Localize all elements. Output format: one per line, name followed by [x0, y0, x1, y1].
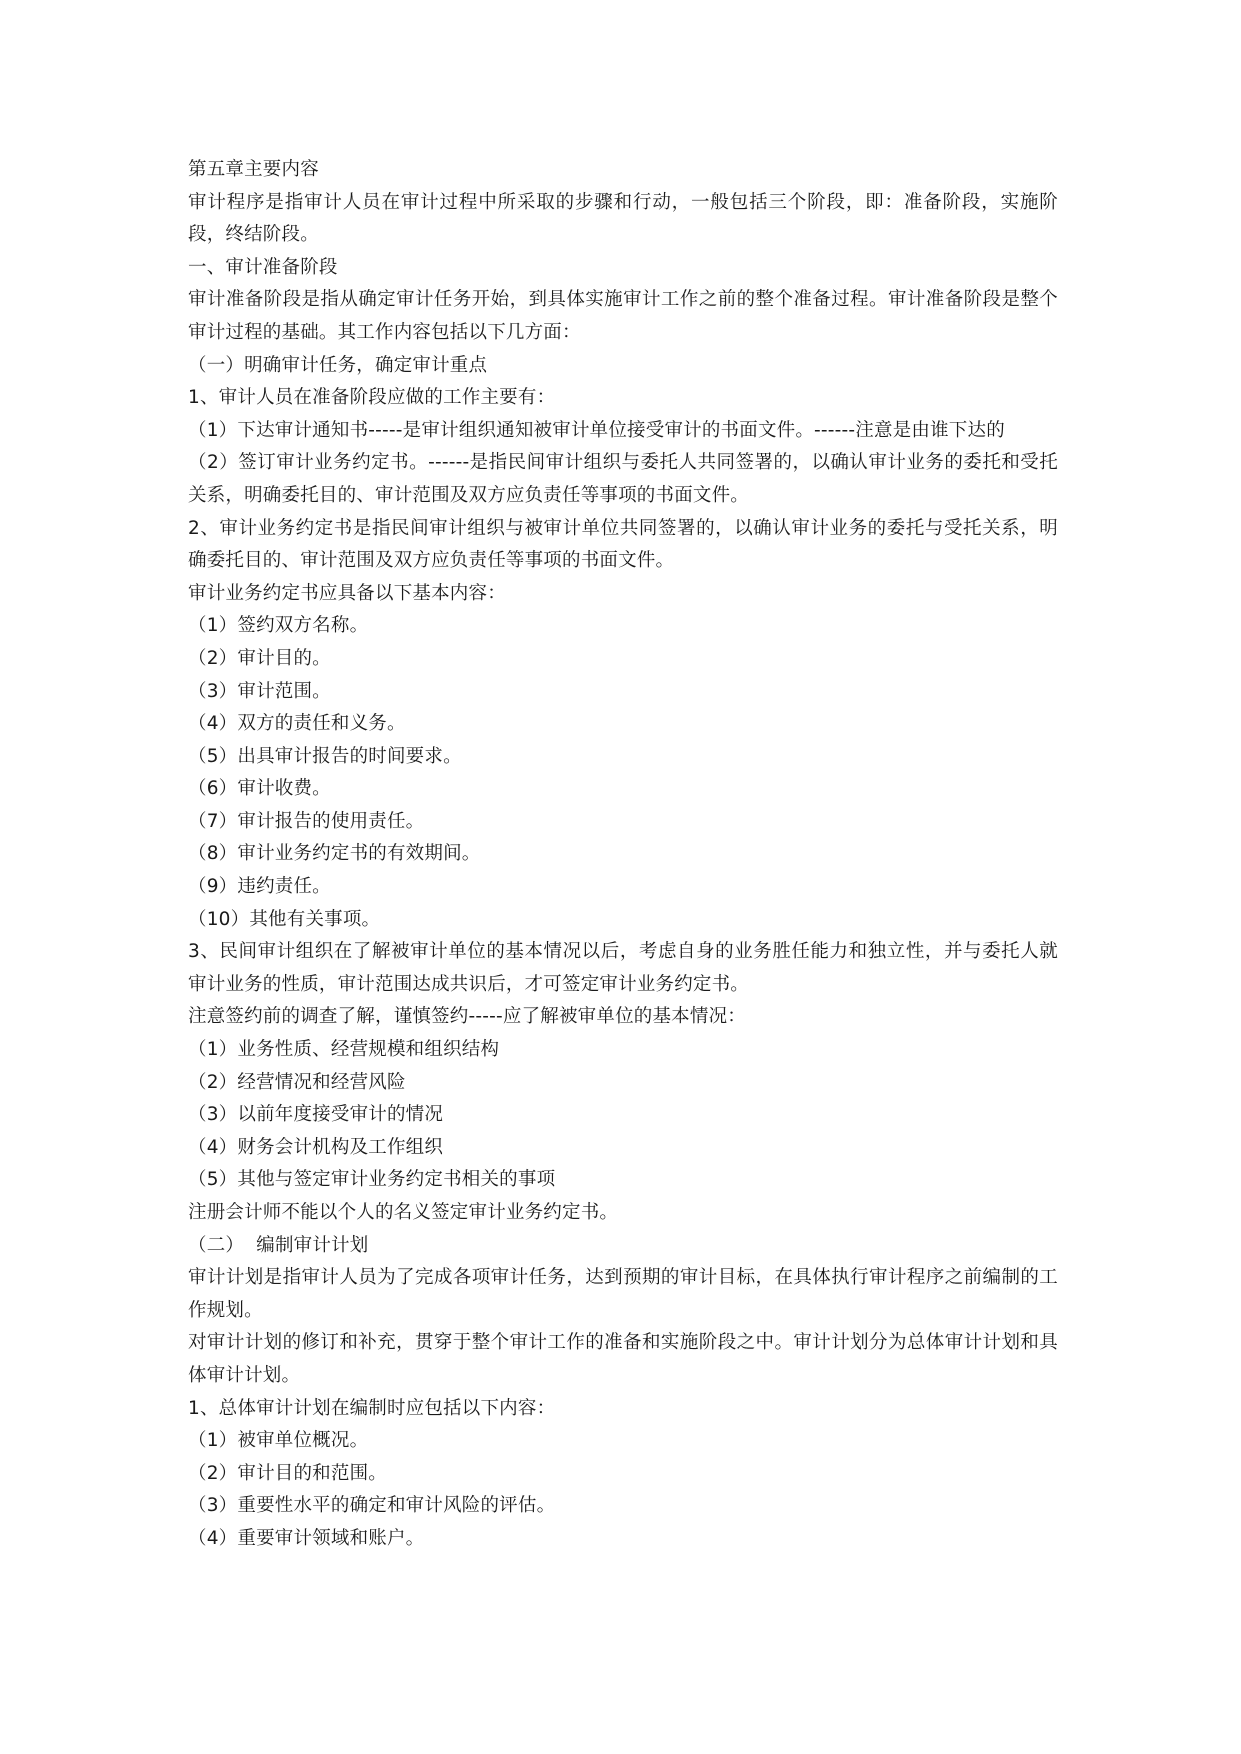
list-item: （10）其他有关事项。: [188, 908, 381, 930]
list-item: （1）业务性质、经营规模和组织结构: [188, 1039, 500, 1061]
list-item: （8）审计业务约定书的有效期间。: [188, 843, 481, 865]
list-heading: 审计业务约定书应具备以下基本内容：: [188, 582, 506, 604]
list-heading: 1、总体审计计划在编制时应包括以下内容：: [188, 1397, 556, 1419]
list-heading: 注意签约前的调查了解，谨慎签约-----应了解被审单位的基本情况：: [188, 1006, 746, 1028]
list-item: （3）以前年度接受审计的情况: [188, 1104, 444, 1126]
chapter-heading: 第五章主要内容: [188, 159, 319, 180]
list-item: （1）被审单位概况。: [188, 1430, 369, 1452]
list-item: （9）违约责任。: [188, 876, 331, 898]
list-item: （4）双方的责任和义务。: [188, 713, 406, 735]
list-item: （5）其他与签定审计业务约定书相关的事项: [188, 1169, 556, 1191]
list-item: （7）审计报告的使用责任。: [188, 810, 425, 832]
subsection-heading: （二） 编制审计计划: [188, 1234, 369, 1256]
list-item: （2）签订审计业务约定书。------是指民间审计组织与委托人共同签署的，以确认审计业务的委托和受托关系，明确委托目的、审计范围及双方应负责任等事项的书面文件。: [188, 452, 1058, 506]
list-item: （4）重要审计领域和账户。: [188, 1527, 425, 1549]
list-item: （4）财务会计机构及工作组织: [188, 1136, 444, 1158]
list-item: （3）审计范围。: [188, 680, 331, 702]
list-item: （3）重要性水平的确定和审计风险的评估。: [188, 1495, 556, 1517]
paragraph: 审计程序是指审计人员在审计过程中所采取的步骤和行动，一般包括三个阶段，即：准备阶段，实施阶段，终结阶段。: [188, 191, 1058, 246]
paragraph: 审计计划是指审计人员为了完成各项审计任务，达到预期的审计目标，在具体执行审计程序之前编制的工作规划。: [188, 1267, 1058, 1321]
list-item: （2）审计目的和范围。: [188, 1462, 387, 1484]
list-item: （2）经营情况和经营风险: [188, 1071, 406, 1093]
list-item: （6）审计收费。: [188, 778, 331, 800]
list-item: （5）出具审计报告的时间要求。: [188, 745, 462, 767]
note: 注册会计师不能以个人的名义签定审计业务约定书。: [188, 1202, 619, 1223]
list-item: （2）审计目的。: [188, 647, 331, 669]
list-item: （1）签约双方名称。: [188, 615, 369, 637]
subsection-heading: （一）明确审计任务，确定审计重点: [188, 354, 488, 376]
list-heading: 1、审计人员在准备阶段应做的工作主要有：: [188, 387, 556, 409]
section-heading: 一、审计准备阶段: [188, 256, 338, 278]
paragraph: 审计准备阶段是指从确定审计任务开始，到具体实施审计工作之前的整个准备过程。审计准备阶段是整个审计过程的基础。其工作内容包括以下几方面：: [188, 289, 1058, 343]
paragraph: 3、民间审计组织在了解被审计单位的基本情况以后，考虑自身的业务胜任能力和独立性，并与委托人就审计业务的性质，审计范围达成共识后，才可签定审计业务约定书。: [188, 941, 1058, 995]
document-body: [188, 154, 1058, 1556]
list-item: （1）下达审计通知书-----是审计组织通知被审计单位接受审计的书面文件。------注意是由谁下达的: [188, 419, 1005, 441]
paragraph: 2、审计业务约定书是指民间审计组织与被审计单位共同签署的，以确认审计业务的委托与受托关系，明确委托目的、审计范围及双方应负责任等事项的书面文件。: [188, 517, 1058, 572]
paragraph: 对审计计划的修订和补充，贯穿于整个审计工作的准备和实施阶段之中。审计计划分为总体审计计划和具体审计计划。: [188, 1332, 1058, 1386]
